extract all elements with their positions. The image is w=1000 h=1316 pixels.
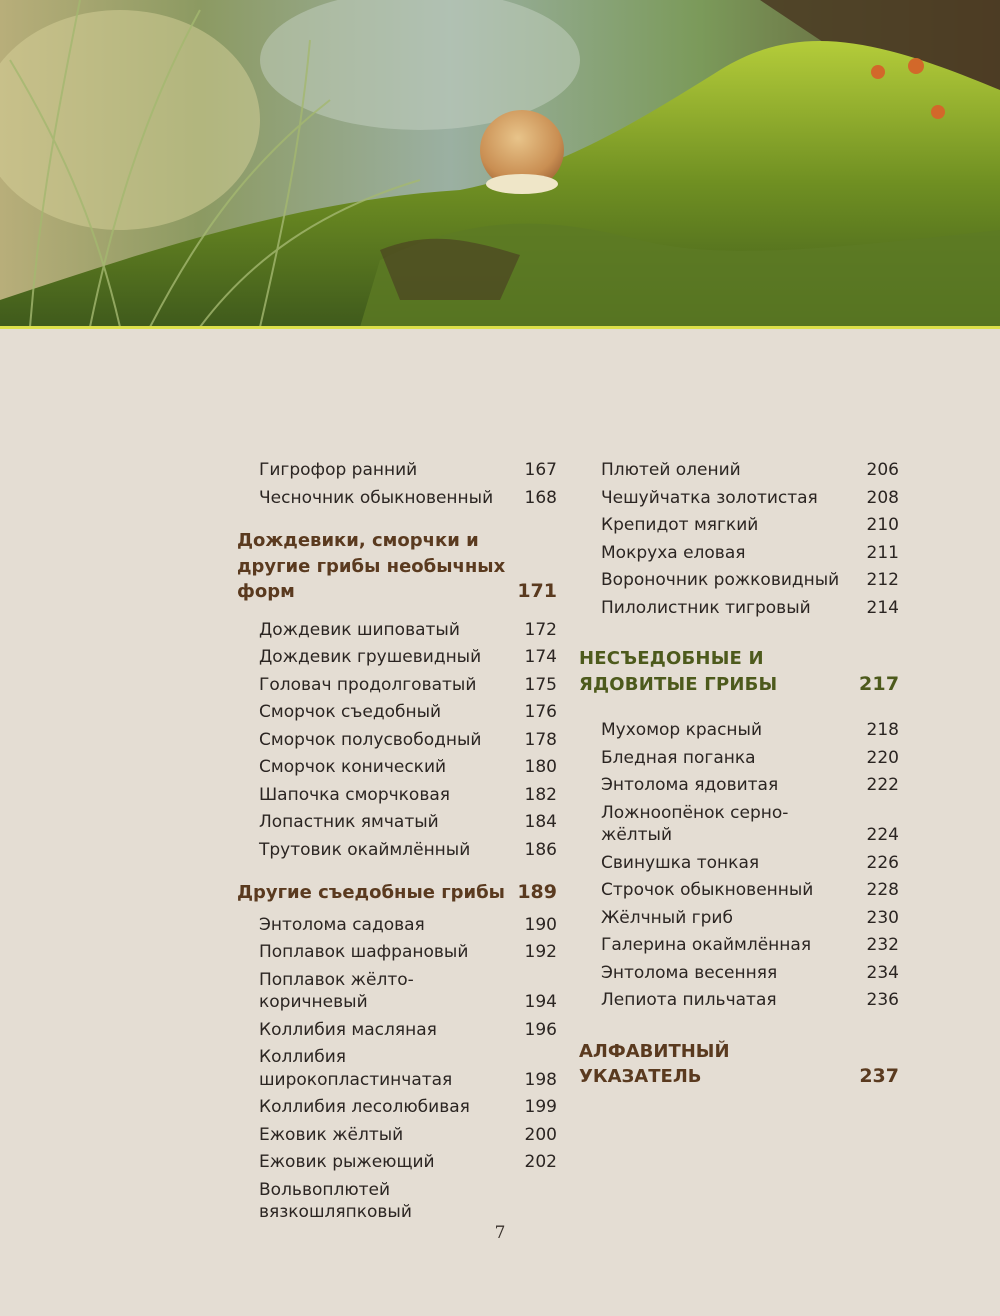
toc-entry[interactable]: Галерина окаймлённая 232: [601, 935, 899, 955]
toc-entry[interactable]: Бледная поганка 220: [601, 747, 899, 768]
toc-entry[interactable]: Поплавок жёлто-коричневый 194: [259, 969, 557, 1012]
header-photo: [0, 0, 1000, 327]
toc-entry[interactable]: Мокруха еловая 211: [601, 542, 899, 563]
toc-entry[interactable]: Сморчок конический 180: [259, 757, 557, 777]
toc-entry[interactable]: Коллибия масляная 196: [259, 1019, 557, 1040]
toc-entry[interactable]: Энтолома садовая 190: [259, 914, 557, 935]
toc-entry[interactable]: Лопастник ямчатый 184: [259, 812, 557, 832]
toc-entry[interactable]: Вороночник рожковидный 212: [601, 570, 899, 590]
toc-entry[interactable]: Шапочка сморчковая 182: [259, 784, 557, 805]
toc-section-heading[interactable]: Дождевики, сморчки и другие грибы необычных форм 171: [237, 530, 557, 602]
toc-entry[interactable]: Дождевик шиповатый 172: [259, 619, 557, 640]
toc-entry[interactable]: Жёлчный гриб 230: [601, 907, 899, 928]
toc-entry[interactable]: Энтолома весенняя 234: [601, 962, 899, 983]
toc-entry[interactable]: Строчок обыкновенный 228: [601, 880, 899, 900]
toc-entry[interactable]: Поплавок шафрановый 192: [259, 942, 557, 962]
photo-divider: [0, 326, 1000, 329]
toc-entry[interactable]: Головач продолговатый 175: [259, 674, 557, 695]
toc-entry[interactable]: Коллибия широкопластинчатая 198: [259, 1047, 557, 1090]
toc-section-heading[interactable]: НЕСЪЕДОБНЫЕ И ЯДОВИТЫЕ ГРИБЫ 217: [579, 648, 900, 695]
toc-entry[interactable]: Сморчок съедобный 176: [259, 702, 557, 722]
toc-entry[interactable]: Вольвоплютей вязкошляпковый: [259, 1179, 412, 1222]
toc-entry[interactable]: Ежовик рыжеющий 202: [259, 1152, 557, 1172]
toc-entry[interactable]: Мухомор красный 218: [601, 720, 899, 740]
toc-entry[interactable]: Сморчок полусвободный 178: [259, 729, 557, 750]
toc-entry[interactable]: Ложноопёнок серно-жёлтый 224: [601, 802, 899, 845]
toc-section-heading[interactable]: АЛФАВИТНЫЙ УКАЗАТЕЛЬ 237: [579, 1040, 899, 1087]
toc-entry[interactable]: Плютей олений 206: [601, 460, 899, 480]
toc-section-heading[interactable]: Другие съедобные грибы 189: [237, 881, 557, 903]
toc-entry[interactable]: Пилолистник тигровый 214: [601, 597, 899, 618]
toc-entry[interactable]: Свинушка тонкая 226: [601, 852, 899, 873]
toc-right-column: [579, 459, 899, 1090]
toc-entry[interactable]: Дождевик грушевидный 174: [259, 647, 557, 667]
toc-entry[interactable]: Гигрофор ранний 167: [259, 460, 557, 480]
page-number: 7: [494, 1223, 506, 1243]
toc-entry[interactable]: Чешуйчатка золотистая 208: [601, 487, 899, 508]
toc-entry[interactable]: Энтолома ядовитая 222: [601, 775, 899, 795]
mushroom-in-moss-photo: [0, 0, 1000, 327]
toc-entry[interactable]: Лепиота пильчатая 236: [601, 990, 899, 1010]
toc-left-column: [237, 459, 557, 1229]
toc-entry[interactable]: Коллибия лесолюбивая 199: [259, 1097, 557, 1117]
toc-entry[interactable]: Трутовик окаймлённый 186: [259, 839, 557, 860]
toc-entry[interactable]: Ежовик жёлтый 200: [259, 1124, 557, 1145]
toc-entry[interactable]: Чесночник обыкновенный 168: [259, 487, 557, 508]
toc-entry[interactable]: Крепидот мягкий 210: [601, 515, 899, 535]
